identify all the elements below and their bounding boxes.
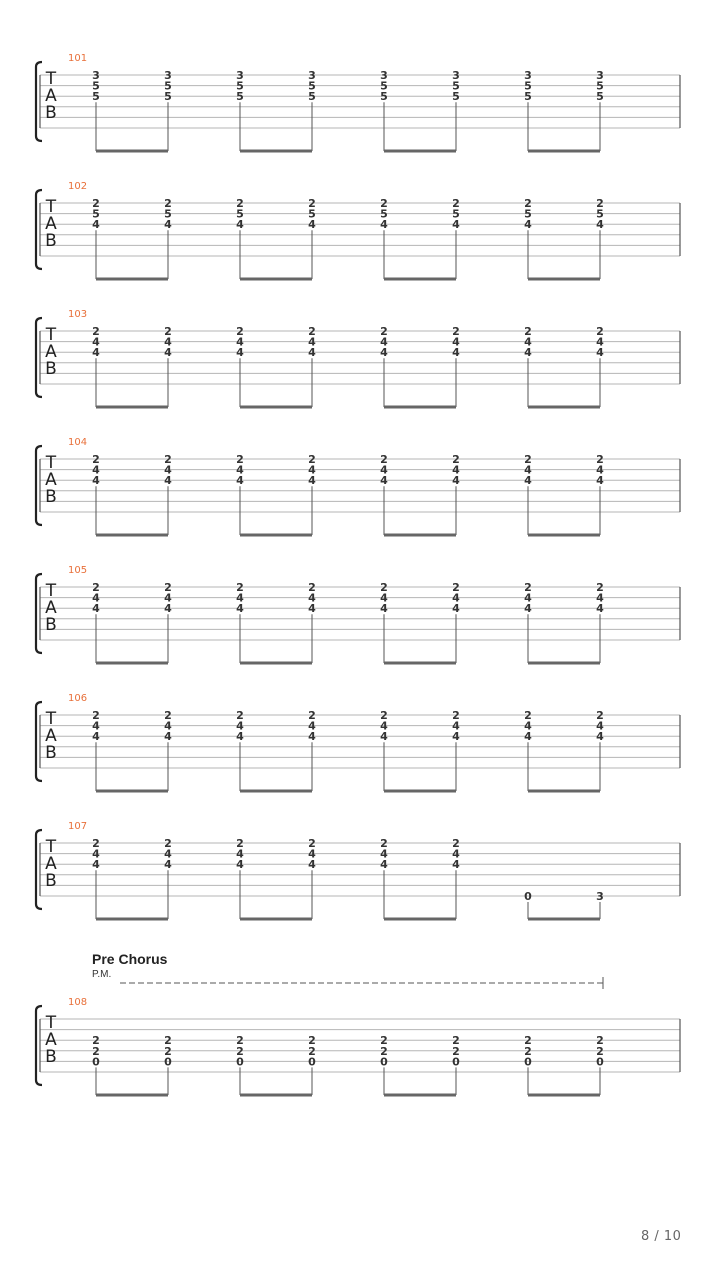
system-bracket [36, 1006, 42, 1085]
fret-number: 2 [524, 325, 532, 338]
fret-number: 4 [164, 463, 172, 477]
fret-number: 0 [92, 1055, 100, 1069]
fret-number: 0 [308, 1055, 316, 1069]
fret-number: 4 [164, 218, 172, 232]
system-bracket [36, 574, 42, 653]
fret-number: 2 [92, 197, 100, 210]
fret-number: 2 [164, 325, 172, 338]
fret-number: 0 [380, 1055, 388, 1069]
fret-number: 5 [92, 90, 100, 104]
fret-number: 2 [308, 453, 316, 466]
tab-clef-letter-t: T [45, 837, 57, 857]
fret-number: 4 [92, 730, 100, 744]
fret-number: 2 [524, 1044, 532, 1058]
tab-clef-letter-b: B [45, 1047, 57, 1067]
fret-number: 2 [524, 197, 532, 210]
fret-number: 2 [596, 1044, 604, 1058]
fret-number: 2 [524, 453, 532, 466]
fret-number: 4 [92, 218, 100, 232]
tab-clef-letter-t: T [45, 581, 57, 601]
fret-number: 0 [596, 1055, 604, 1069]
fret-number: 2 [596, 453, 604, 466]
fret-number: 4 [92, 591, 100, 605]
fret-number: 4 [452, 847, 460, 861]
tab-clef-letter-a: A [45, 1030, 57, 1050]
tab-clef-letter-a: A [45, 854, 57, 874]
fret-number: 2 [92, 709, 100, 722]
fret-number: 5 [92, 79, 100, 93]
palm-mute-label: P.M. [92, 969, 112, 980]
section-label: Pre Chorus [92, 951, 168, 967]
fret-number: 2 [164, 1044, 172, 1058]
fret-number: 4 [308, 719, 316, 733]
fret-number: 2 [380, 453, 388, 466]
fret-number: 4 [452, 730, 460, 744]
fret-number: 2 [596, 709, 604, 722]
fret-number: 5 [596, 79, 604, 93]
fret-number: 2 [164, 837, 172, 850]
fret-number: 2 [596, 325, 604, 338]
fret-number: 5 [380, 79, 388, 93]
fret-number: 3 [236, 69, 244, 82]
fret-number: 2 [596, 1034, 604, 1048]
fret-number: 2 [236, 197, 244, 210]
fret-number: 4 [452, 602, 460, 616]
fret-number: 2 [236, 325, 244, 338]
fret-number: 4 [164, 730, 172, 744]
fret-number: 3 [596, 69, 604, 82]
fret-number: 4 [308, 474, 316, 488]
fret-number: 2 [92, 1034, 100, 1048]
fret-number: 2 [380, 1044, 388, 1058]
fret-number: 4 [164, 591, 172, 605]
fret-number: 3 [524, 69, 532, 82]
fret-number: 4 [452, 591, 460, 605]
tab-clef-letter-b: B [45, 231, 57, 251]
fret-number: 5 [452, 90, 460, 104]
measure-number: 102 [68, 181, 88, 192]
tab-clef-letter-b: B [45, 359, 57, 379]
fret-number: 2 [308, 837, 316, 850]
fret-number: 5 [236, 79, 244, 93]
fret-number: 4 [236, 602, 244, 616]
fret-number: 4 [380, 474, 388, 488]
fret-number: 4 [524, 730, 532, 744]
fret-number: 2 [452, 197, 460, 210]
fret-number: 4 [596, 463, 604, 477]
tab-clef-letter-t: T [45, 197, 57, 217]
fret-number: 3 [308, 69, 316, 82]
fret-number: 4 [380, 719, 388, 733]
tab-clef-letter-b: B [45, 615, 57, 635]
fret-number: 4 [524, 719, 532, 733]
fret-number: 4 [92, 858, 100, 872]
measure-number: 105 [68, 565, 88, 576]
fret-number: 2 [596, 197, 604, 210]
measure-number: 106 [68, 693, 88, 704]
fret-number: 2 [452, 325, 460, 338]
fret-number: 2 [452, 453, 460, 466]
fret-number: 5 [164, 79, 172, 93]
fret-number: 5 [524, 79, 532, 93]
fret-number: 4 [380, 602, 388, 616]
fret-number: 4 [308, 730, 316, 744]
fret-number: 2 [236, 453, 244, 466]
fret-number: 4 [236, 463, 244, 477]
fret-number: 4 [452, 719, 460, 733]
tab-clef-letter-a: A [45, 342, 57, 362]
fret-number: 0 [236, 1055, 244, 1069]
fret-number: 2 [524, 581, 532, 594]
fret-number: 2 [164, 453, 172, 466]
fret-number: 4 [524, 591, 532, 605]
fret-number: 4 [236, 346, 244, 360]
fret-number: 4 [92, 847, 100, 861]
fret-number: 4 [596, 719, 604, 733]
fret-number: 4 [236, 474, 244, 488]
fret-number: 2 [452, 1034, 460, 1048]
fret-number: 4 [308, 858, 316, 872]
fret-number: 2 [236, 1034, 244, 1048]
fret-number: 2 [452, 581, 460, 594]
fret-number: 0 [164, 1055, 172, 1069]
fret-number: 2 [596, 581, 604, 594]
fret-number: 4 [236, 730, 244, 744]
fret-number: 4 [452, 463, 460, 477]
fret-number: 0 [524, 1055, 532, 1069]
tab-clef-letter-t: T [45, 69, 57, 89]
fret-number: 5 [596, 207, 604, 221]
fret-number: 4 [164, 474, 172, 488]
system-bracket [36, 702, 42, 781]
fret-number: 4 [452, 346, 460, 360]
fret-number: 2 [308, 581, 316, 594]
fret-number: 4 [308, 591, 316, 605]
fret-number: 4 [452, 474, 460, 488]
fret-number: 5 [524, 90, 532, 104]
fret-number: 2 [164, 581, 172, 594]
fret-number: 2 [452, 1044, 460, 1058]
measure-number: 103 [68, 309, 88, 320]
fret-number: 4 [596, 218, 604, 232]
system-bracket [36, 830, 42, 909]
fret-number: 4 [92, 602, 100, 616]
system-bracket [36, 190, 42, 269]
fret-number: 4 [308, 346, 316, 360]
fret-number: 5 [596, 90, 604, 104]
fret-number: 2 [380, 581, 388, 594]
fret-number: 2 [164, 197, 172, 210]
fret-number: 4 [308, 847, 316, 861]
fret-number: 5 [164, 90, 172, 104]
fret-number: 4 [380, 346, 388, 360]
system-bracket [36, 62, 42, 141]
fret-number: 2 [452, 709, 460, 722]
fret-number: 0 [524, 890, 532, 903]
fret-number: 4 [524, 335, 532, 349]
fret-number: 2 [236, 1044, 244, 1058]
fret-number: 4 [452, 218, 460, 232]
fret-number: 4 [236, 591, 244, 605]
fret-number: 4 [524, 346, 532, 360]
fret-number: 4 [308, 218, 316, 232]
fret-number: 5 [308, 79, 316, 93]
fret-number: 4 [380, 858, 388, 872]
fret-number: 5 [164, 207, 172, 221]
fret-number: 5 [308, 207, 316, 221]
fret-number: 4 [380, 730, 388, 744]
fret-number: 4 [596, 346, 604, 360]
fret-number: 4 [92, 463, 100, 477]
fret-number: 2 [452, 837, 460, 850]
fret-number: 5 [308, 90, 316, 104]
fret-number: 2 [308, 197, 316, 210]
page-number: 8 / 10 [641, 1229, 682, 1244]
fret-number: 2 [380, 197, 388, 210]
fret-number: 4 [164, 719, 172, 733]
fret-number: 4 [308, 335, 316, 349]
tab-clef-letter-b: B [45, 871, 57, 891]
fret-number: 2 [164, 1034, 172, 1048]
measure-number: 104 [68, 437, 88, 448]
fret-number: 4 [308, 602, 316, 616]
fret-number: 4 [308, 463, 316, 477]
tab-clef-letter-b: B [45, 743, 57, 763]
fret-number: 5 [452, 207, 460, 221]
fret-number: 2 [524, 1034, 532, 1048]
fret-number: 4 [380, 591, 388, 605]
fret-number: 5 [236, 90, 244, 104]
fret-number: 4 [92, 335, 100, 349]
fret-number: 4 [596, 335, 604, 349]
fret-number: 3 [164, 69, 172, 82]
fret-number: 2 [92, 453, 100, 466]
fret-number: 2 [380, 1034, 388, 1048]
fret-number: 5 [452, 79, 460, 93]
fret-number: 5 [380, 207, 388, 221]
tab-clef-letter-a: A [45, 726, 57, 746]
fret-number: 4 [380, 218, 388, 232]
fret-number: 4 [164, 602, 172, 616]
fret-number: 0 [452, 1055, 460, 1069]
fret-number: 2 [524, 709, 532, 722]
fret-number: 2 [92, 1044, 100, 1058]
fret-number: 5 [236, 207, 244, 221]
fret-number: 4 [524, 474, 532, 488]
fret-number: 4 [596, 591, 604, 605]
fret-number: 4 [164, 335, 172, 349]
tab-clef-letter-t: T [45, 1013, 57, 1033]
tab-clef-letter-t: T [45, 453, 57, 473]
fret-number: 4 [92, 719, 100, 733]
fret-number: 4 [164, 858, 172, 872]
fret-number: 2 [380, 837, 388, 850]
fret-number: 3 [452, 69, 460, 82]
fret-number: 4 [524, 602, 532, 616]
system-bracket [36, 446, 42, 525]
fret-number: 4 [164, 346, 172, 360]
fret-number: 4 [524, 463, 532, 477]
fret-number: 2 [308, 1044, 316, 1058]
fret-number: 2 [92, 325, 100, 338]
fret-number: 4 [164, 847, 172, 861]
fret-number: 4 [524, 218, 532, 232]
fret-number: 4 [380, 847, 388, 861]
fret-number: 5 [92, 207, 100, 221]
fret-number: 2 [380, 325, 388, 338]
fret-number: 4 [236, 847, 244, 861]
fret-number: 3 [380, 69, 388, 82]
fret-number: 4 [380, 335, 388, 349]
fret-number: 4 [236, 858, 244, 872]
tab-clef-letter-t: T [45, 325, 57, 345]
fret-number: 2 [92, 837, 100, 850]
fret-number: 4 [380, 463, 388, 477]
fret-number: 4 [92, 474, 100, 488]
tab-clef-letter-b: B [45, 103, 57, 123]
fret-number: 2 [236, 837, 244, 850]
measure-number: 108 [68, 997, 88, 1008]
fret-number: 2 [92, 581, 100, 594]
fret-number: 2 [236, 581, 244, 594]
fret-number: 2 [308, 709, 316, 722]
fret-number: 2 [308, 1034, 316, 1048]
fret-number: 2 [380, 709, 388, 722]
tab-clef-letter-a: A [45, 214, 57, 234]
measure-number: 101 [68, 53, 88, 64]
fret-number: 4 [92, 346, 100, 360]
tab-clef-letter-b: B [45, 487, 57, 507]
fret-number: 2 [236, 709, 244, 722]
fret-number: 4 [452, 858, 460, 872]
tab-clef-letter-a: A [45, 598, 57, 618]
fret-number: 4 [236, 719, 244, 733]
fret-number: 4 [452, 335, 460, 349]
fret-number: 5 [380, 90, 388, 104]
fret-number: 3 [596, 890, 604, 903]
tab-clef-letter-a: A [45, 86, 57, 106]
fret-number: 3 [92, 69, 100, 82]
fret-number: 4 [596, 602, 604, 616]
measure-number: 107 [68, 821, 88, 832]
fret-number: 4 [596, 474, 604, 488]
fret-number: 5 [524, 207, 532, 221]
tab-clef-letter-t: T [45, 709, 57, 729]
fret-number: 2 [164, 709, 172, 722]
tab-clef-letter-a: A [45, 470, 57, 490]
fret-number: 4 [596, 730, 604, 744]
fret-number: 4 [236, 218, 244, 232]
system-bracket [36, 318, 42, 397]
fret-number: 4 [236, 335, 244, 349]
fret-number: 2 [308, 325, 316, 338]
